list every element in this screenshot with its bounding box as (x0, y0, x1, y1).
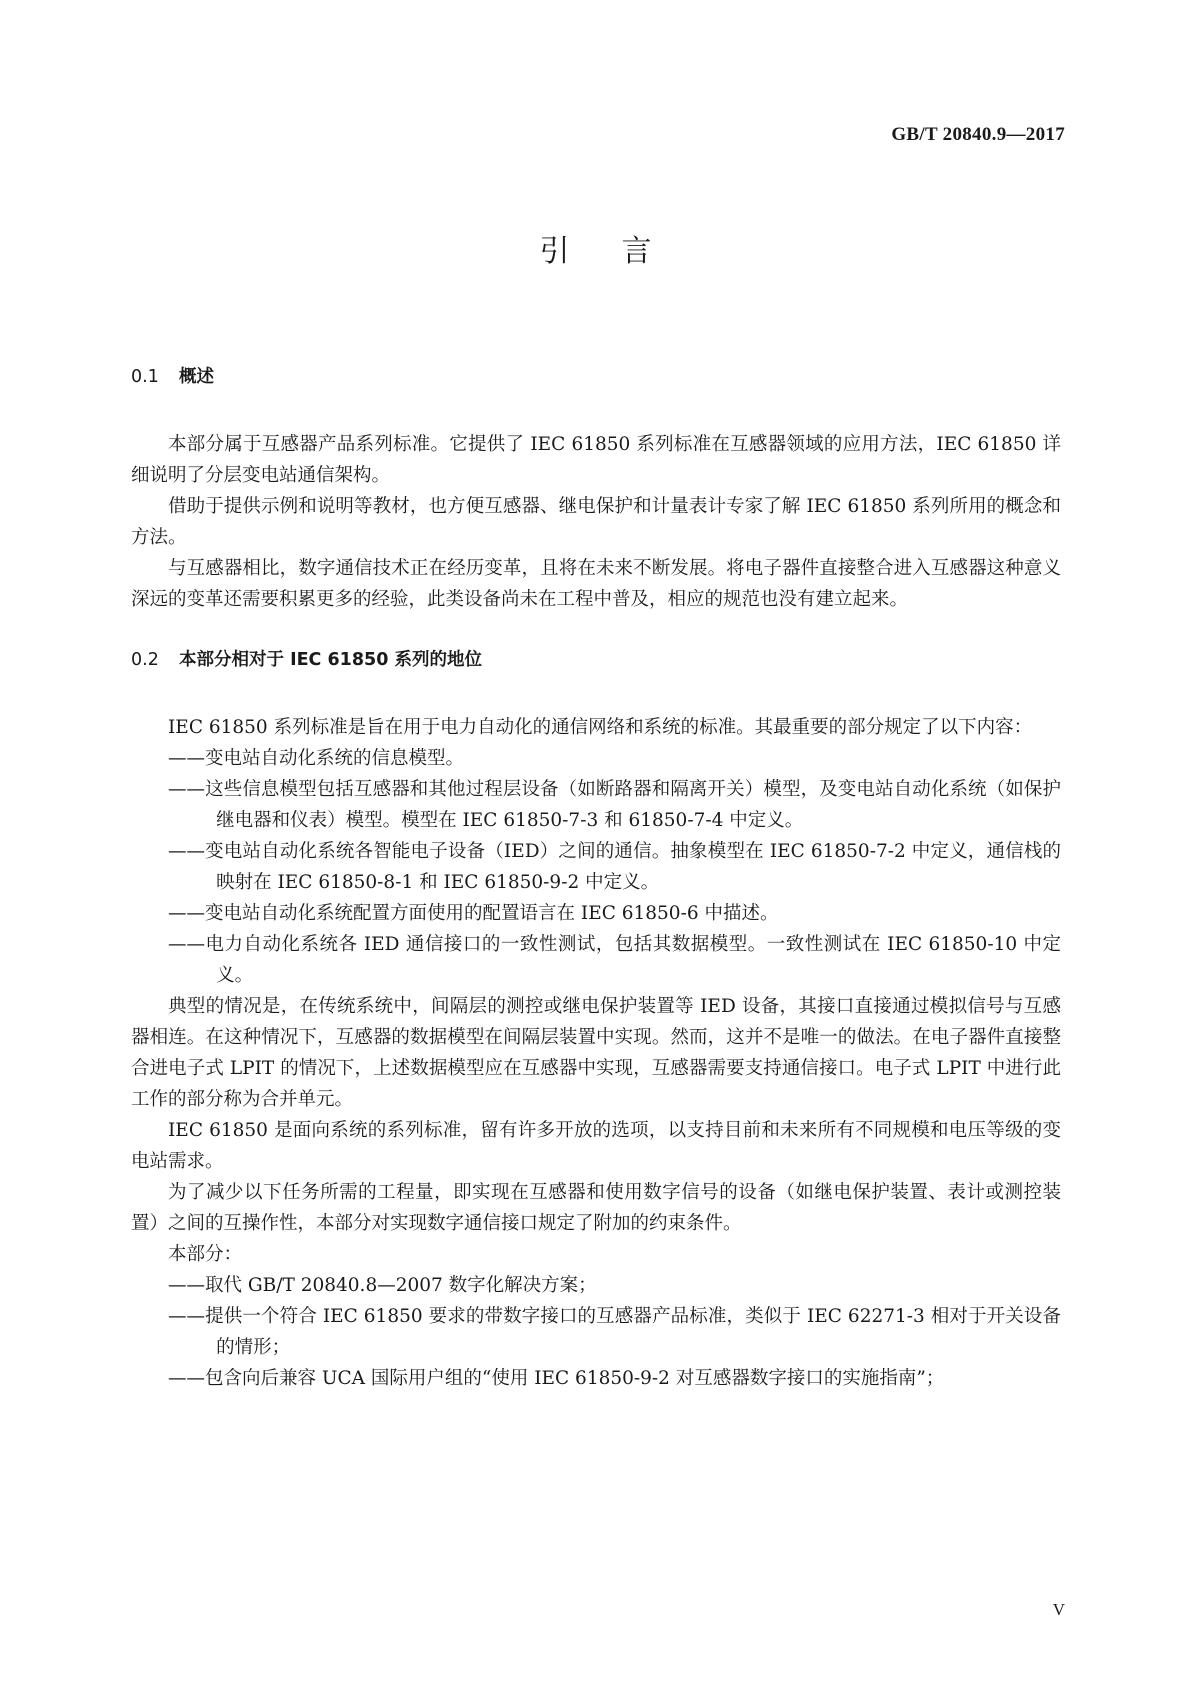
page-number: V (1052, 1600, 1065, 1619)
paragraph: 本部分属于互感器产品系列标准。它提供了 IEC 61850 系列标准在互感器领域的应用方法，IEC 61850 详细说明了分层变电站通信架构。 (131, 434, 1061, 486)
list-item: —— 变电站自动化系统各智能电子设备（IED）之间的通信。抽象模型在 IEC 61850-7-2 中定义，通信栈的映射在 IEC 61850-8-1 和 IEC 61850-9-2 中定义。 (131, 836, 1061, 898)
section-heading-0-1 (131, 362, 1061, 393)
paragraph: 与互感器相比，数字通信技术正在经历变革，且将在未来不断发展。将电子器件直接整合进入互感器这种意义深远的变革还需要积累更多的经验，此类设备尚未在工程中普及，相应的规范也没有建立起来。 (131, 558, 1061, 610)
paragraph: 典型的情况是，在传统系统中，间隔层的测控或继电保护装置等 IED 设备，其接口直接通过模拟信号与互感器相连。在这种情况下，互感器的数据模型在间隔层装置中实现。然而，这并不是唯一的做法。在电子器件直接整合进电子式 LPIT 的情况下，上述数据模型应在互感器中实现，互感器需要支持通信接口。电子式 LPIT 中进行此工作的部分称为合并单元。 (131, 996, 1061, 1110)
paragraph: IEC 61850 是面向系统的系列标准，留有许多开放的选项，以支持目前和未来所有不同规模和电压等级的变电站需求。 (131, 1120, 1061, 1172)
section-title: 概述 (179, 367, 214, 387)
paragraph: IEC 61850 系列标准是旨在用于电力自动化的通信网络和系统的标准。其最重要的部分规定了以下内容： (168, 717, 1033, 738)
list-item: —— 提供一个符合 IEC 61850 要求的带数字接口的互感器产品标准，类似于 IEC 62271-3 相对于开关设备的情形； (131, 1301, 1061, 1363)
list-item: —— 包含向后兼容 UCA 国际用户组的“使用 IEC 61850-9-2 对互感器数字接口的实施指南”； (131, 1363, 1061, 1394)
paragraph: 为了减少以下任务所需的工程量，即实现在互感器和使用数字信号的设备（如继电保护装置、表计或测控装置）之间的互操作性，本部分对实现数字通信接口规定了附加的约束条件。 (131, 1182, 1061, 1234)
part-label: 本部分： (168, 1244, 243, 1265)
list-item: —— 取代 GB/T 20840.8—2007 数字化解决方案； (131, 1270, 1061, 1301)
section-number: 0.2 (131, 650, 159, 670)
page-title: 引言 (539, 234, 704, 269)
section-heading-0-2 (131, 645, 1061, 676)
section-title: 本部分相对于 IEC 61850 系列的地位 (179, 650, 482, 670)
section-number: 0.1 (131, 367, 159, 387)
list-item: —— 变电站自动化系统配置方面使用的配置语言在 IEC 61850-6 中描述。 (131, 898, 1061, 929)
document-id: GB/T 20840.9—2017 (891, 124, 1065, 145)
list-item: —— 变电站自动化系统的信息模型。 (131, 743, 1061, 774)
main-content (131, 362, 1061, 1394)
paragraph: 借助于提供示例和说明等教材，也方便互感器、继电保护和计量表计专家了解 IEC 61850 系列所用的概念和方法。 (131, 496, 1061, 548)
list-item: —— 这些信息模型包括互感器和其他过程层设备（如断路器和隔离开关）模型，及变电站自动化系统（如保护继电器和仪表）模型。模型在 IEC 61850-7-3 和 61850-7-4 中定义。 (131, 774, 1061, 836)
list-item: —— 电力自动化系统各 IED 通信接口的一致性测试，包括其数据模型。一致性测试在 IEC 61850-10 中定义。 (131, 929, 1061, 991)
